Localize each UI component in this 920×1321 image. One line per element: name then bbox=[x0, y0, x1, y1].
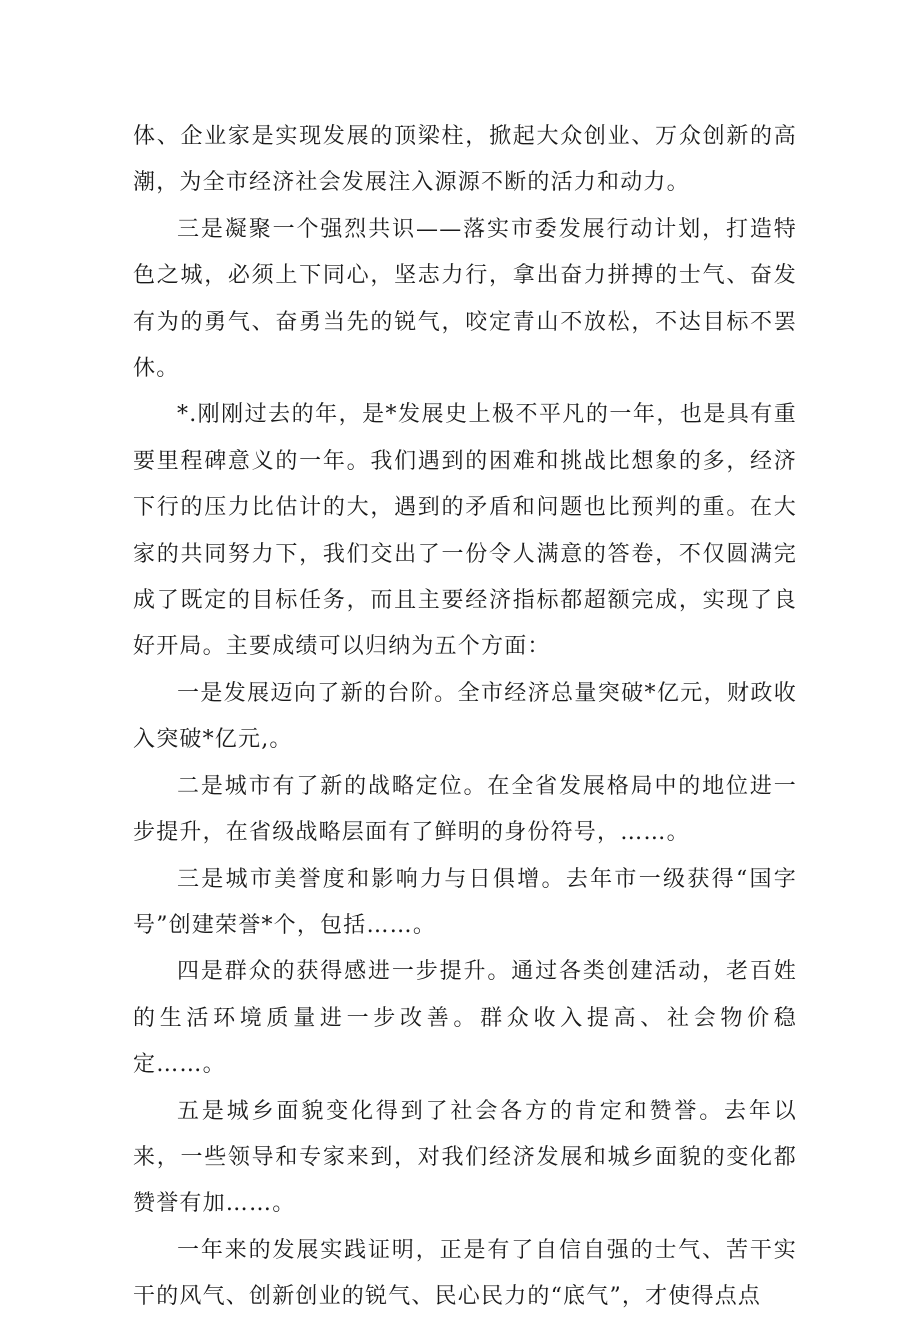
paragraph-achievement-3: 三是城市美誉度和影响力与日俱增。去年市一级获得“国字号”创建荣誉*个，包括……。 bbox=[133, 866, 797, 938]
paragraph-conclusion: 一年来的发展实践证明，正是有了自信自强的士气、苦干实干的风气、创新创业的锐气、民心民力的“底气”，才使得点点 bbox=[133, 1237, 797, 1310]
paragraph-year-review: *.刚刚过去的年，是*发展史上极不平凡的一年，也是具有重要里程碑意义的一年。我们遇到的困难和挑战比想象的多，经济下行的压力比估计的大，遇到的矛盾和问题也比预判的重。在大家的共同努力下，我们交出了一份令人满意的答卷，不仅圆满完成了既定的目标任务，而且主要经济指标都超额完成，实现了良好开局。主要成绩可以归纳为五个方面： bbox=[133, 402, 797, 660]
paragraph-achievement-4: 四是群众的获得感进一步提升。通过各类创建活动，老百姓的生活环境质量进一步改善。群众收入提高、社会物价稳定……。 bbox=[133, 959, 797, 1078]
document-body bbox=[133, 114, 797, 1321]
paragraph-achievement-1: 一是发展迈向了新的台阶。全市经济总量突破*亿元，财政收入突破*亿元,。 bbox=[133, 680, 797, 753]
paragraph-achievement-2: 二是城市有了新的战略定位。在全省发展格局中的地位进一步提升，在省级战略层面有了鲜明的身份符号，……。 bbox=[133, 773, 797, 846]
paragraph-continuation: 体、企业家是实现发展的顶梁柱，掀起大众创业、万众创新的高潮，为全市经济社会发展注入源源不断的活力和动力。 bbox=[133, 124, 797, 196]
paragraph-consensus: 三是凝聚一个强烈共识——落实市委发展行动计划，打造特色之城，必须上下同心，坚志力行，拿出奋力拼搏的士气、奋发有为的勇气、奋勇当先的锐气，咬定青山不放松，不达目标不罢休。 bbox=[133, 216, 797, 382]
paragraph-achievement-5: 五是城乡面貌变化得到了社会各方的肯定和赞誉。去年以来，一些领导和专家来到，对我们经济发展和城乡面貌的变化都赞誉有加……。 bbox=[133, 1098, 797, 1217]
